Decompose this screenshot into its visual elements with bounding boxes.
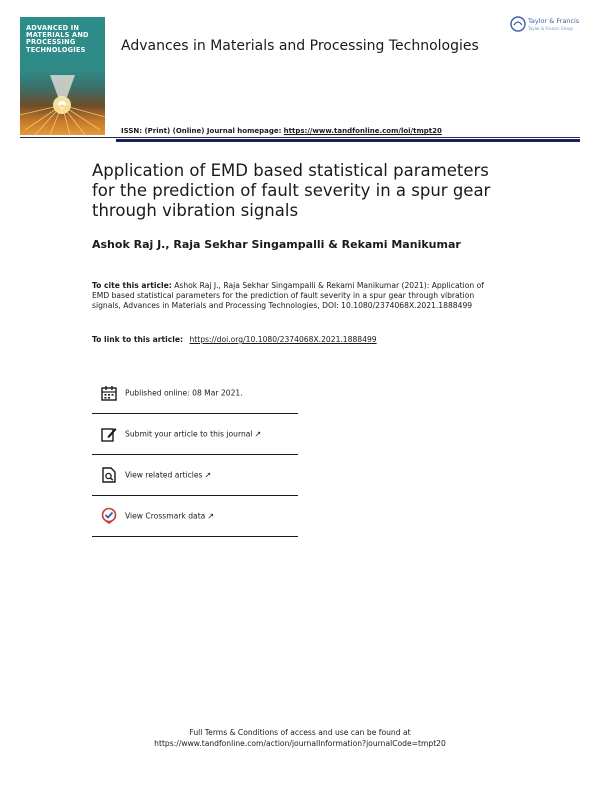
external-link-icon: ↗	[204, 470, 212, 480]
publisher-logo-icon	[510, 16, 526, 32]
crossmark-row[interactable]	[92, 496, 298, 537]
header-rule-thick	[116, 139, 580, 142]
footer-terms-link[interactable]: https://www.tandfonline.com/action/journalInformation?journalCode=tmpt20	[154, 739, 446, 748]
publisher-logo[interactable]	[510, 16, 585, 36]
related-articles-label: View related articles	[125, 470, 203, 480]
external-link-icon: ↗	[254, 429, 262, 439]
publisher-subtitle: Taylor & Francis Group	[528, 26, 573, 31]
submit-article-label: Submit your article to this journal	[125, 429, 253, 439]
submit-article-link[interactable]	[125, 430, 261, 439]
footer	[0, 727, 600, 749]
calendar-icon	[100, 384, 118, 402]
crossmark-label: View Crossmark data	[125, 511, 206, 521]
cover-title: ADVANCED IN MATERIALS AND PROCESSING TECHNOLOGIES	[26, 24, 89, 54]
header-rule-thin	[20, 137, 580, 138]
journal-cover	[20, 17, 105, 135]
published-date: Published online: 08 Mar 2021.	[125, 388, 243, 398]
issn-line	[121, 127, 442, 135]
publisher-name: Taylor & Francis	[528, 17, 580, 25]
crossmark-link[interactable]	[125, 512, 214, 521]
article-doi-link[interactable]: https://doi.org/10.1080/2374068X.2021.1888499	[189, 335, 377, 344]
cover-sparks-art	[20, 75, 105, 135]
issn-prefix: ISSN: (Print) (Online) Journal homepage:	[121, 127, 282, 135]
article-authors[interactable]: Ashok Raj J., Raja Sekhar Singampalli & Rekami Manikumar	[92, 238, 461, 251]
external-link-icon: ↗	[207, 511, 215, 521]
footer-terms-text: Full Terms & Conditions of access and use can be found at	[189, 728, 411, 737]
crossmark-icon	[100, 507, 118, 525]
article-link-label: To link to this article:	[92, 335, 184, 344]
related-row[interactable]	[92, 455, 298, 496]
published-row	[92, 373, 298, 414]
related-articles-link[interactable]	[125, 471, 211, 480]
edit-icon	[100, 425, 118, 443]
article-link-line	[92, 335, 377, 344]
citation-block	[92, 281, 492, 312]
journal-title: Advances in Materials and Processing Technologies	[121, 38, 479, 54]
citation-text: Ashok Raj J., Raja Sekhar Singampalli & Rekami Manikumar (2021): Application of EMD based statistical parameters for the prediction of fault severity in a spur gear through vibration signals, Advances in Materials and Processing Technologies, DOI: 10.1080/2374068X.2021.1888499	[92, 281, 484, 311]
journal-homepage-link[interactable]: https://www.tandfonline.com/loi/tmpt20	[283, 127, 442, 135]
article-title: Application of EMD based statistical parameters for the prediction of fault severity in a spur gear through vibration signals	[92, 161, 491, 220]
submit-row[interactable]	[92, 414, 298, 455]
citation-label: To cite this article:	[92, 281, 172, 290]
related-articles-icon	[100, 466, 118, 484]
